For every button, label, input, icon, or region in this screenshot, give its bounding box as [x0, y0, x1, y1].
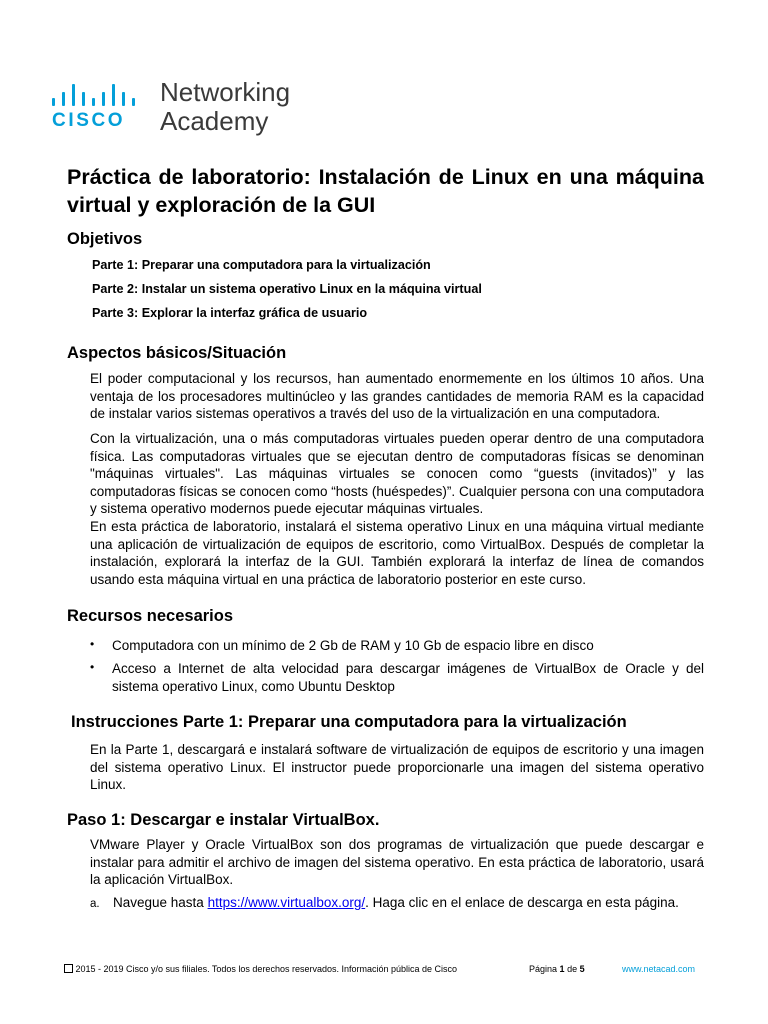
- logo-networking-text: Networking: [160, 77, 291, 107]
- step1-item-a: [90, 894, 704, 914]
- resource-item: Acceso a Internet de alta velocidad para descargar imágenes de VirtualBox de Oracle y del sistema operativo Linux, como Ubuntu Desktop: [112, 661, 704, 694]
- background-paragraph: En esta práctica de laboratorio, instalará el sistema operativo Linux en una máquina virtual mediante una aplicación de virtualización de equipos de escritorio, como VirtualBox. Después de completar la instalación, explorará la interfaz de la GUI. También explorará la interfaz de línea de comandos usando esta máquina virtual en una práctica de laboratorio posterior en este curso.: [90, 519, 704, 587]
- page-word: Página: [529, 964, 558, 974]
- cisco-wordmark: CISCO: [52, 110, 126, 131]
- copyright-box-icon: [64, 964, 73, 973]
- objective-item: Parte 3: Explorar la interfaz gráfica de usuario: [92, 306, 368, 320]
- cisco-networking-academy-logo: [52, 77, 312, 142]
- resources-heading: Recursos necesarios: [67, 607, 234, 625]
- item-letter: a.: [90, 898, 100, 910]
- item-text-suffix: . Haga clic en el enlace de descarga en esta página.: [365, 895, 679, 910]
- step1-heading: Paso 1: Descargar e instalar VirtualBox.: [67, 811, 380, 829]
- virtualbox-link[interactable]: https://www.virtualbox.org/: [207, 895, 366, 910]
- background-paragraph: El poder computacional y los recursos, han aumentado enormemente en los últimos 10 años. Una ventaja de los procesadores multinúcleo y las grandes cantidades de memoria RAM es la capacidad de instalar varios sistemas operativos a través del uso de la virtualización en una computadora.: [90, 371, 704, 421]
- objective-item: Parte 1: Preparar una computadora para la virtualización: [92, 258, 431, 272]
- document-title: Práctica de laboratorio: Instalación de Linux en una máquina virtual y exploración de la GUI: [67, 165, 704, 217]
- page-number: 1: [559, 964, 565, 974]
- part1-heading: Instrucciones Parte 1: Preparar una computadora para la virtualización: [71, 713, 627, 731]
- resource-item: Computadora con un mínimo de 2 Gb de RAM y 10 Gb de espacio libre en disco: [112, 638, 594, 653]
- bullet-icon: •: [90, 660, 95, 674]
- item-text-prefix: Navegue hasta: [113, 895, 208, 910]
- footer-url[interactable]: www.netacad.com: [622, 964, 696, 974]
- bullet-icon: •: [90, 637, 95, 651]
- copyright-text: 2015 - 2019 Cisco y/o sus filiales. Todos los derechos reservados. Información pública de Cisco: [73, 964, 458, 974]
- background-heading: Aspectos básicos/Situación: [67, 344, 287, 362]
- footer-page-number: [529, 964, 585, 974]
- page-of-word: de: [567, 964, 578, 974]
- footer-copyright: [64, 964, 457, 974]
- objectives-heading: Objetivos: [67, 230, 143, 248]
- objective-item: Parte 2: Instalar un sistema operativo Linux en la máquina virtual: [92, 282, 482, 296]
- logo-academy-text: Academy: [160, 106, 269, 136]
- page-total: 5: [579, 964, 585, 974]
- step1-paragraph: VMware Player y Oracle VirtualBox son dos programas de virtualización que puede descargar e instalar para admitir el archivo de imagen del sistema operativo. En esta práctica de laboratorio, usará la aplicación VirtualBox.: [90, 837, 704, 887]
- cisco-bars-icon: [52, 82, 144, 106]
- part1-paragraph: En la Parte 1, descargará e instalará software de virtualización de equipos de escritorio y una imagen del sistema operativo Linux. El instructor puede proporcionarle una imagen del sistema operativo Linux.: [90, 742, 704, 792]
- background-paragraph: Con la virtualización, una o más computadoras virtuales pueden operar dentro de una computadora física. Las computadoras virtuales que se ejecutan dentro de computadoras físicas se denominan "máquinas virtuales". Las máquinas virtuales se conocen como “guests (invitados)” y las computadoras físicas se conocen como “hosts (huéspedes)”. Cualquier persona con una computadora y sistema operativo modernos puede ejecutar máquinas virtuales.: [90, 431, 704, 516]
